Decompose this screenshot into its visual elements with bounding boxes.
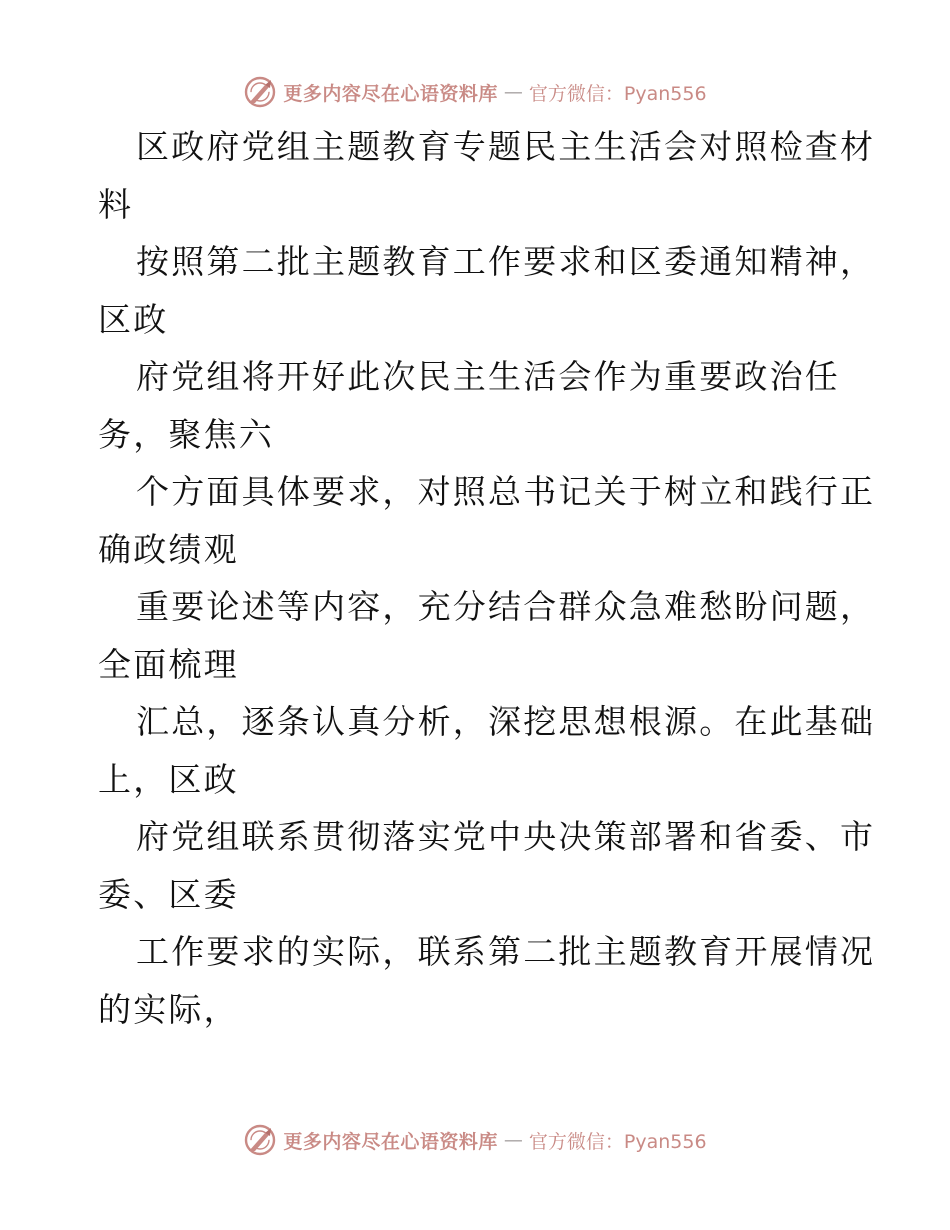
text-line: 确政绩观 <box>98 529 239 569</box>
text-line: 工作要求的实际，联系第二批主题教育开展情况 <box>136 932 876 971</box>
text-line: 汇总，逐条认真分析，深挖思想根源。在此基础 <box>136 702 876 741</box>
watermark-wechat-text: 官方微信：Pyan556 <box>528 1130 707 1153</box>
watermark-main-text: 更多内容尽在心语资料库 <box>283 82 498 105</box>
watermark-dash: — <box>503 81 523 103</box>
watermark-dash: — <box>503 1129 523 1151</box>
document-body <box>98 118 876 1038</box>
text-line: 全面梳理 <box>98 644 239 684</box>
text-line: 按照第二批主题教育工作要求和区委通知精神， <box>136 242 876 281</box>
watermark-wechat-text: 官方微信：Pyan556 <box>528 82 707 105</box>
quill-ink-icon <box>243 75 277 109</box>
text-line: 料 <box>98 184 134 224</box>
watermark-main-text: 更多内容尽在心语资料库 <box>283 1130 498 1153</box>
header-watermark <box>0 72 950 112</box>
text-line: 个方面具体要求，对照总书记关于树立和践行正 <box>136 472 876 511</box>
text-line: 委、区委 <box>98 874 239 914</box>
text-line: 的实际， <box>98 989 239 1029</box>
footer-watermark <box>0 1120 950 1160</box>
text-line: 府党组将开好此次民主生活会作为重要政治任 <box>136 357 840 396</box>
text-line: 务，聚焦六 <box>98 414 274 454</box>
text-line: 府党组联系贯彻落实党中央决策部署和省委、市 <box>136 817 876 856</box>
text-line: 重要论述等内容，充分结合群众急难愁盼问题， <box>136 587 876 626</box>
text-line: 区政府党组主题教育专题民主生活会对照检查材 <box>136 127 876 166</box>
quill-ink-icon <box>243 1123 277 1157</box>
text-line: 上，区政 <box>98 759 239 799</box>
text-line: 区政 <box>98 299 169 339</box>
